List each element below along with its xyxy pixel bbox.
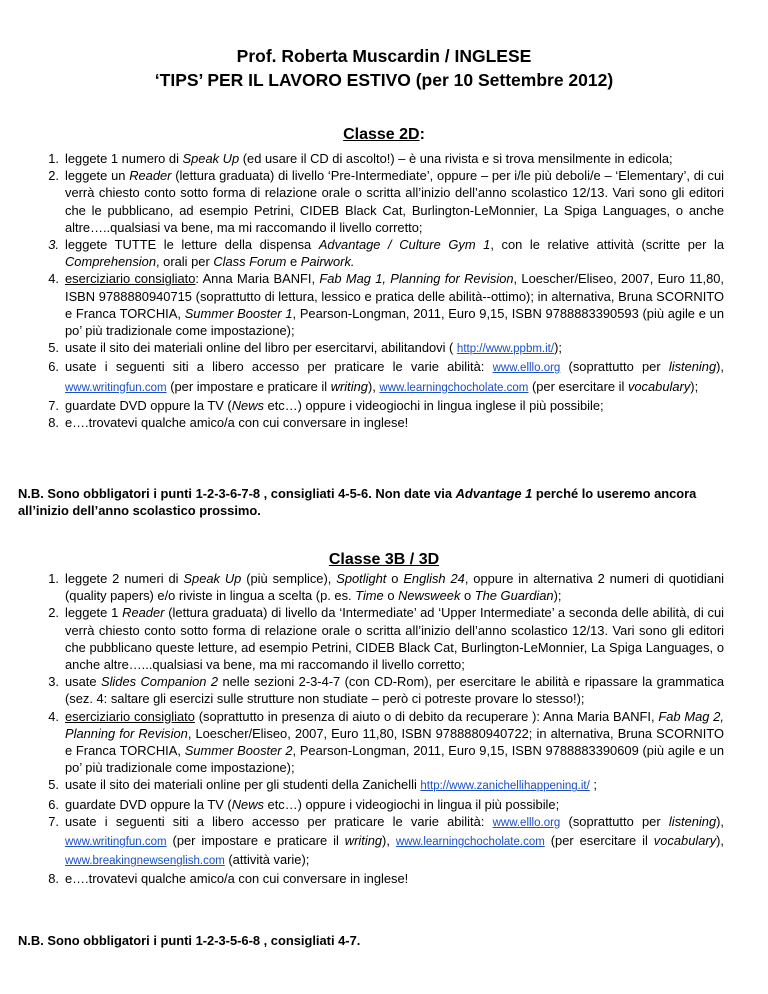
link-writingfun[interactable]: www.writingfun.com [65, 836, 167, 849]
list-item: 8. e….trovatevi qualche amico/a con cui conversare in inglese! [48, 415, 409, 431]
link-elllo[interactable]: www.elllo.org [492, 362, 561, 375]
link-learningchocholate[interactable]: www.learningchocholate.com [379, 381, 529, 394]
section-heading-3b-3d [0, 550, 768, 570]
link-learningchocholate[interactable]: www.learningchocholate.com [395, 836, 545, 849]
section-heading-2d [0, 125, 768, 145]
note-2d: N.B. Sono obbligatori i punti 1-2-3-6-7-8 , consigliati 4-5-6. Non date via Advantage 1 perché lo useremo ancora all’inizio dell’anno scolastico prossimo. [18, 486, 697, 519]
list-item: 3. usate Slides Companion 2 nelle sezioni 2-3-4-7 (con CD-Rom), per esercitare le abilità e ripassare la grammatica (sez. 4: saltare gli esercizi sulle strutture non studiate – però ci potreste provare lo stesso!); [48, 674, 724, 707]
list-item: 2. leggete un Reader (lettura graduata) di livello ‘Pre-Intermediate’, oppure – per i/le più deboli/e – ‘Elementary’, di cui verrà chiesto conto sotto forma di relazione orale o scritta all’inizio dell’anno scolastico 12/13. Vari sono gli editori che le pubblicano, ad esempio Petrini, CIDEB Black Cat, Burlington-LeMonnier, La Spiga Languages, o anche altre…..qualsiasi va bene, ma mi raccomando il livello corretto; [48, 168, 724, 235]
document-title: Prof. Roberta Muscardin / INGLESE [236, 46, 532, 66]
section-title-colon: : [419, 126, 425, 143]
link-breakingnewsenglish[interactable]: www.breakingnewsenglish.com [65, 855, 225, 868]
list-item: 4. eserciziario consigliato (soprattutto in presenza di aiuto o di debito da recuperare ): Anna Maria BANFI, Fab Mag 2, Planning for Revision, Loescher/Eliseo, 2007, Euro 11,80, ISBN 9788880940722; in alternativa, Bruna SCORNITO e Franca TORCHIA, Summer Booster 2, Pearson-Longman, 2011, Euro 9,15, ISBN 9788883390609 (più agile e un po’ più tradizionale come impostazione); [48, 708, 725, 776]
list-item: 5. usate il sito dei materiali online del libro per esercitarvi, abilitandovi ( http://www.ppbm.it/); [48, 340, 562, 356]
task-list-2d [39, 150, 724, 431]
list-item: 6. guardate DVD oppure la TV (News etc…) oppure i videogiochi in lingua il più possibile; [48, 796, 560, 812]
note-3b-3d: N.B. Sono obbligatori i punti 1-2-3-5-6-8 , consigliati 4-7. [18, 933, 361, 948]
list-item: 1. leggete 1 numero di Speak Up (ed usare il CD di ascolto!) – è una rivista e si trova mensilmente in edicola; [48, 151, 673, 166]
list-item: 5. usate il sito dei materiali online per gli studenti della Zanichelli http://www.zanichellihappening.it/ ; [48, 777, 597, 793]
list-item: 7. guardate DVD oppure la TV (News etc…) oppure i videogiochi in lingua inglese il più possibile; [48, 397, 604, 413]
list-item: 1. leggete 2 numeri di Speak Up (più semplice), Spotlight o English 24, oppure in alternativa 2 numeri di quotidiani (quality papers) e/o riviste in lingua a scelta (p. es. Time o Newsweek o The Guardian); [48, 571, 724, 604]
list-item: 3. leggete TUTTE le letture della dispensa Advantage / Culture Gym 1, con le relative attività (scritte per la Comprehension, orali per Class Forum e Pairwork. [48, 237, 724, 270]
list-item: 8. e….trovatevi qualche amico/a con cui conversare in inglese! [48, 871, 409, 887]
list-item: 6. usate i seguenti siti a libero accesso per praticare le varie abilità: www.elllo.org (soprattutto per listening), www.writingfun.com (per impostare e praticare il writing), www.learningchocholate.com (per esercitare il vocabulary); [48, 359, 725, 394]
section-title: Classe 3B / 3D [328, 551, 440, 568]
list-item: 2. leggete 1 Reader (lettura graduata) di livello da ‘Intermediate’ ad ‘Upper Intermediate’ a seconda delle abilità, di cui verrà chiesto conto sotto forma di relazione orale o scritta all’inizio dell’anno scolastico 12/13. Vari sono gli editori che pubblicano queste letture, ad esempio Petrini, CIDEB Black Cat, Burlington-LeMonnier, La Spiga Languages, o anche altre…...qualsiasi va bene, ma mi raccomando il livello corretto; [48, 605, 725, 673]
list-item: 7. usate i seguenti siti a libero accesso per praticare le varie abilità: www.elllo.org (soprattutto per listening), www.writingfun.com (per impostare e praticare il writing), www.learningchocholate.com (per esercitare il vocabulary), www.breakingnewsenglish.com (attività varie); [48, 813, 725, 868]
section-title: Classe 2D [343, 126, 420, 143]
task-list-3b-3d [39, 570, 724, 888]
link-elllo[interactable]: www.elllo.org [492, 816, 561, 829]
link-zanichelli[interactable]: http://www.zanichellihappening.it/ [420, 780, 590, 793]
document-subtitle: ‘TIPS’ PER IL LAVORO ESTIVO (per 10 Settembre 2012) [154, 70, 614, 90]
link-ppbm[interactable]: http://www.ppbm.it/ [456, 343, 555, 356]
link-writingfun[interactable]: www.writingfun.com [65, 381, 167, 394]
list-item: 4. eserciziario consigliato: Anna Maria BANFI, Fab Mag 1, Planning for Revision, Loescher/Eliseo, 2007, Euro 11,80, ISBN 9788880940715 (soprattutto di lettura, lessico e pratica delle abilità--ottimo); in alternativa, Bruna SCORNITO e Franca TORCHIA, Summer Booster 1, Pearson-Longman, 2011, Euro 9,15, ISBN 9788883390593 (più agile e un po’ più tradizionale come impostazione); [48, 271, 724, 339]
